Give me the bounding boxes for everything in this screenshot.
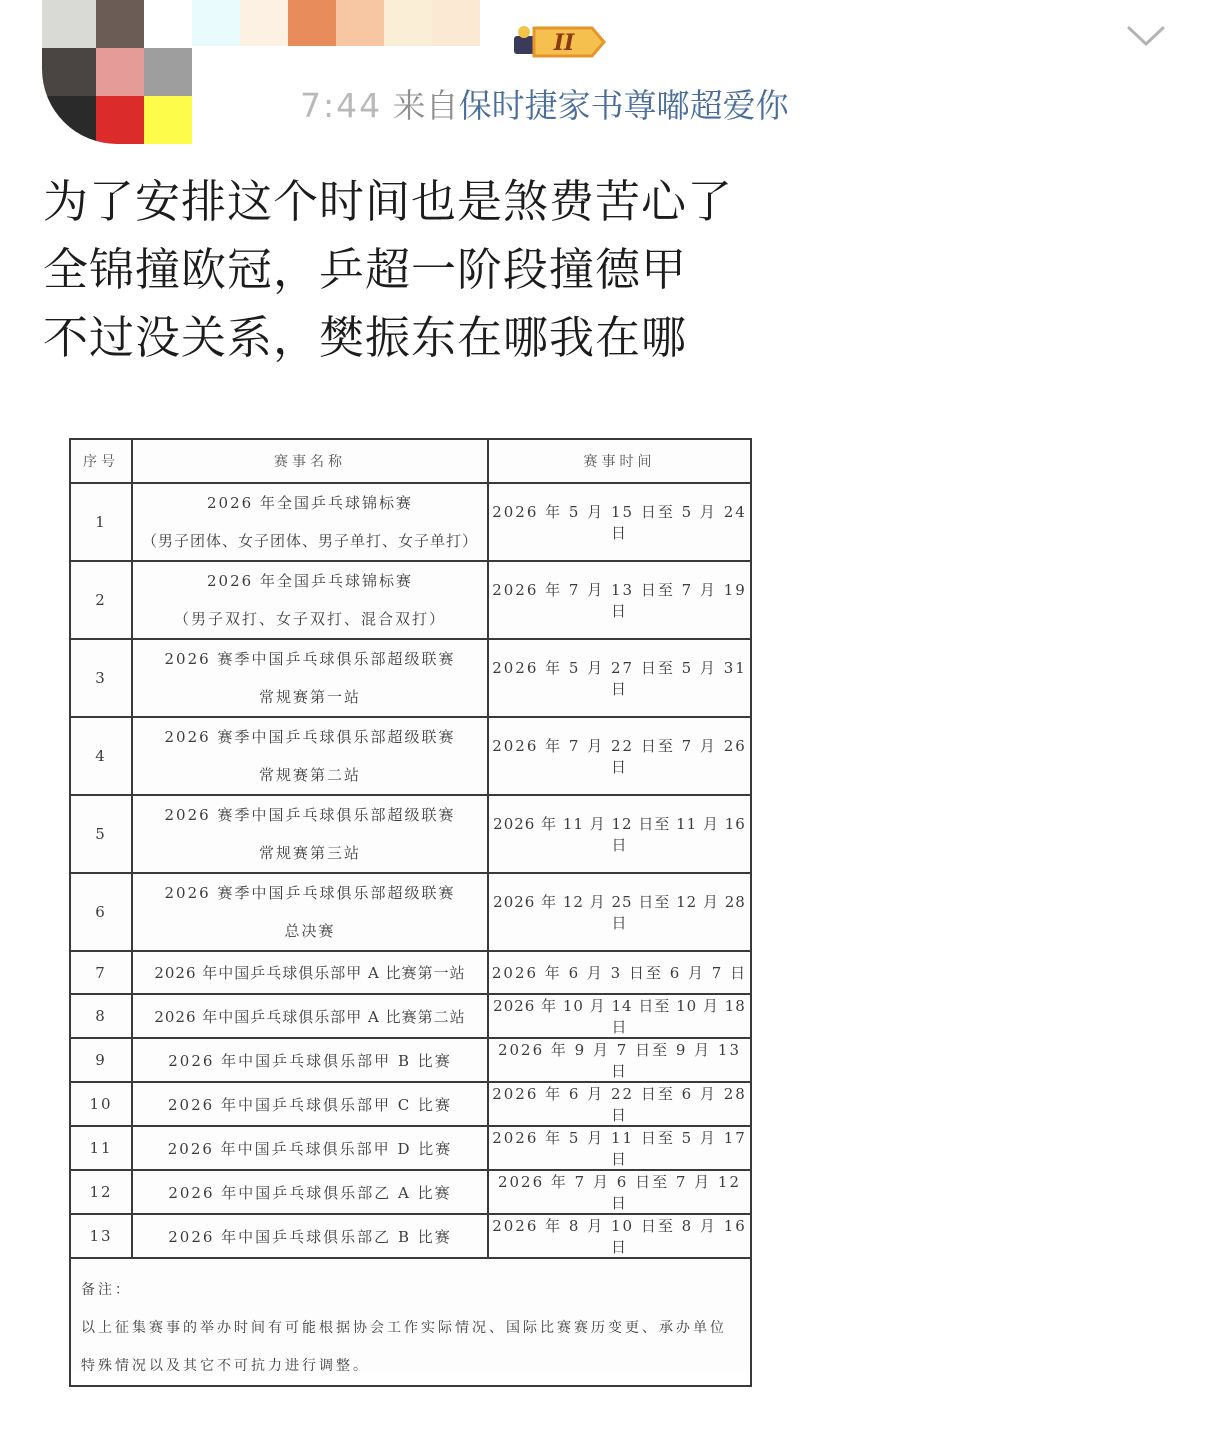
row-time: 2026 年 5 月 15 日至 5 月 24 日 <box>488 483 751 561</box>
post-line: 为了安排这个时间也是煞费苦心了 <box>43 175 734 228</box>
row-name <box>132 873 488 951</box>
row-no: 3 <box>70 639 132 717</box>
row-name-line: 2026 赛季中国乒乓球俱乐部超级联赛 <box>164 728 456 746</box>
row-time: 2026 年 6 月 3 日至 6 月 7 日 <box>488 951 751 994</box>
header-name: 赛事名称 <box>132 439 488 483</box>
avatar[interactable] <box>42 0 192 144</box>
row-name <box>132 561 488 639</box>
level-badge-icon <box>508 22 606 60</box>
table-row <box>70 717 751 795</box>
row-no: 12 <box>70 1170 132 1214</box>
note-line: 以上征集赛事的举办时间有可能根据协会工作实际情况、国际比赛赛历变更、承办单位 <box>81 1320 727 1336</box>
post-time: 7:44 <box>300 86 383 125</box>
row-name-line: （男子团体、女子团体、男子单打、女子单打） <box>141 532 478 550</box>
row-time: 2026 年 11 月 12 日至 11 月 16 日 <box>488 795 751 873</box>
row-name: 2026 年中国乒乓球俱乐部乙 B 比赛 <box>132 1214 488 1258</box>
row-no: 9 <box>70 1038 132 1082</box>
table-row <box>70 1082 751 1126</box>
svg-text:II: II <box>553 30 575 56</box>
table-note <box>70 1258 751 1386</box>
row-name-line: 总决赛 <box>284 922 336 940</box>
row-no: 1 <box>70 483 132 561</box>
row-name: 2026 年中国乒乓球俱乐部甲 B 比赛 <box>132 1038 488 1082</box>
post-image[interactable] <box>69 438 750 1374</box>
row-no: 13 <box>70 1214 132 1258</box>
schedule-table <box>69 438 752 1387</box>
row-no: 5 <box>70 795 132 873</box>
row-name-line: 2026 年全国乒乓球锦标赛 <box>207 572 413 590</box>
row-name-line: 2026 赛季中国乒乓球俱乐部超级联赛 <box>164 884 456 902</box>
row-name-line: 2026 年全国乒乓球锦标赛 <box>207 494 413 512</box>
row-time: 2026 年 7 月 22 日至 7 月 26 日 <box>488 717 751 795</box>
table-row <box>70 994 751 1038</box>
table-row <box>70 483 751 561</box>
table-row <box>70 561 751 639</box>
row-time: 2026 年 10 月 14 日至 10 月 18 日 <box>488 994 751 1038</box>
row-name-line: 常规赛第一站 <box>258 688 361 706</box>
row-name: 2026 年中国乒乓球俱乐部甲 D 比赛 <box>132 1126 488 1170</box>
row-name-line: 常规赛第三站 <box>258 844 361 862</box>
row-no: 10 <box>70 1082 132 1126</box>
row-name-line: 2026 赛季中国乒乓球俱乐部超级联赛 <box>164 650 456 668</box>
row-no: 8 <box>70 994 132 1038</box>
row-no: 4 <box>70 717 132 795</box>
row-time: 2026 年 7 月 6 日至 7 月 12 日 <box>488 1170 751 1214</box>
source-link[interactable]: 保时捷家书尊嘟超爱你 <box>458 86 789 125</box>
row-name: 2026 年中国乒乓球俱乐部甲 A 比赛第一站 <box>132 951 488 994</box>
note-title: 备注： <box>81 1282 132 1298</box>
row-no: 11 <box>70 1126 132 1170</box>
row-time: 2026 年 7 月 13 日至 7 月 19 日 <box>488 561 751 639</box>
table-row <box>70 795 751 873</box>
row-name-line: 常规赛第二站 <box>258 766 361 784</box>
note-line: 特殊情况以及其它不可抗力进行调整。 <box>81 1358 370 1374</box>
row-name: 2026 年中国乒乓球俱乐部甲 A 比赛第二站 <box>132 994 488 1038</box>
header-no: 序号 <box>70 439 132 483</box>
post-text <box>43 168 1143 372</box>
table-note-row <box>70 1258 751 1386</box>
table-row <box>70 1214 751 1258</box>
post-line: 不过没关系，樊振东在哪我在哪 <box>43 311 688 364</box>
row-time: 2026 年 5 月 11 日至 5 月 17 日 <box>488 1126 751 1170</box>
row-time: 2026 年 9 月 7 日至 9 月 13 日 <box>488 1038 751 1082</box>
row-name <box>132 639 488 717</box>
row-time: 2026 年 5 月 27 日至 5 月 31 日 <box>488 639 751 717</box>
post-line: 全锦撞欧冠，乒超一阶段撞德甲 <box>43 243 688 296</box>
row-name-line: （男子双打、女子双打、混合双打） <box>173 610 446 628</box>
row-name: 2026 年中国乒乓球俱乐部乙 A 比赛 <box>132 1170 488 1214</box>
table-row <box>70 1038 751 1082</box>
row-name <box>132 795 488 873</box>
source-prefix: 来自 <box>392 86 459 125</box>
table-row <box>70 873 751 951</box>
row-time: 2026 年 12 月 25 日至 12 月 28 日 <box>488 873 751 951</box>
table-row <box>70 1170 751 1214</box>
row-name: 2026 年中国乒乓球俱乐部甲 C 比赛 <box>132 1082 488 1126</box>
chevron-down-icon[interactable] <box>1126 22 1166 50</box>
row-no: 7 <box>70 951 132 994</box>
header-time: 赛事时间 <box>488 439 751 483</box>
post-meta <box>300 86 789 126</box>
row-name <box>132 483 488 561</box>
table-header-row <box>70 439 751 483</box>
row-time: 2026 年 8 月 10 日至 8 月 16 日 <box>488 1214 751 1258</box>
table-row <box>70 1126 751 1170</box>
row-no: 2 <box>70 561 132 639</box>
row-time: 2026 年 6 月 22 日至 6 月 28 日 <box>488 1082 751 1126</box>
table-row <box>70 951 751 994</box>
row-no: 6 <box>70 873 132 951</box>
row-name <box>132 717 488 795</box>
table-row <box>70 639 751 717</box>
row-name-line: 2026 赛季中国乒乓球俱乐部超级联赛 <box>164 806 456 824</box>
